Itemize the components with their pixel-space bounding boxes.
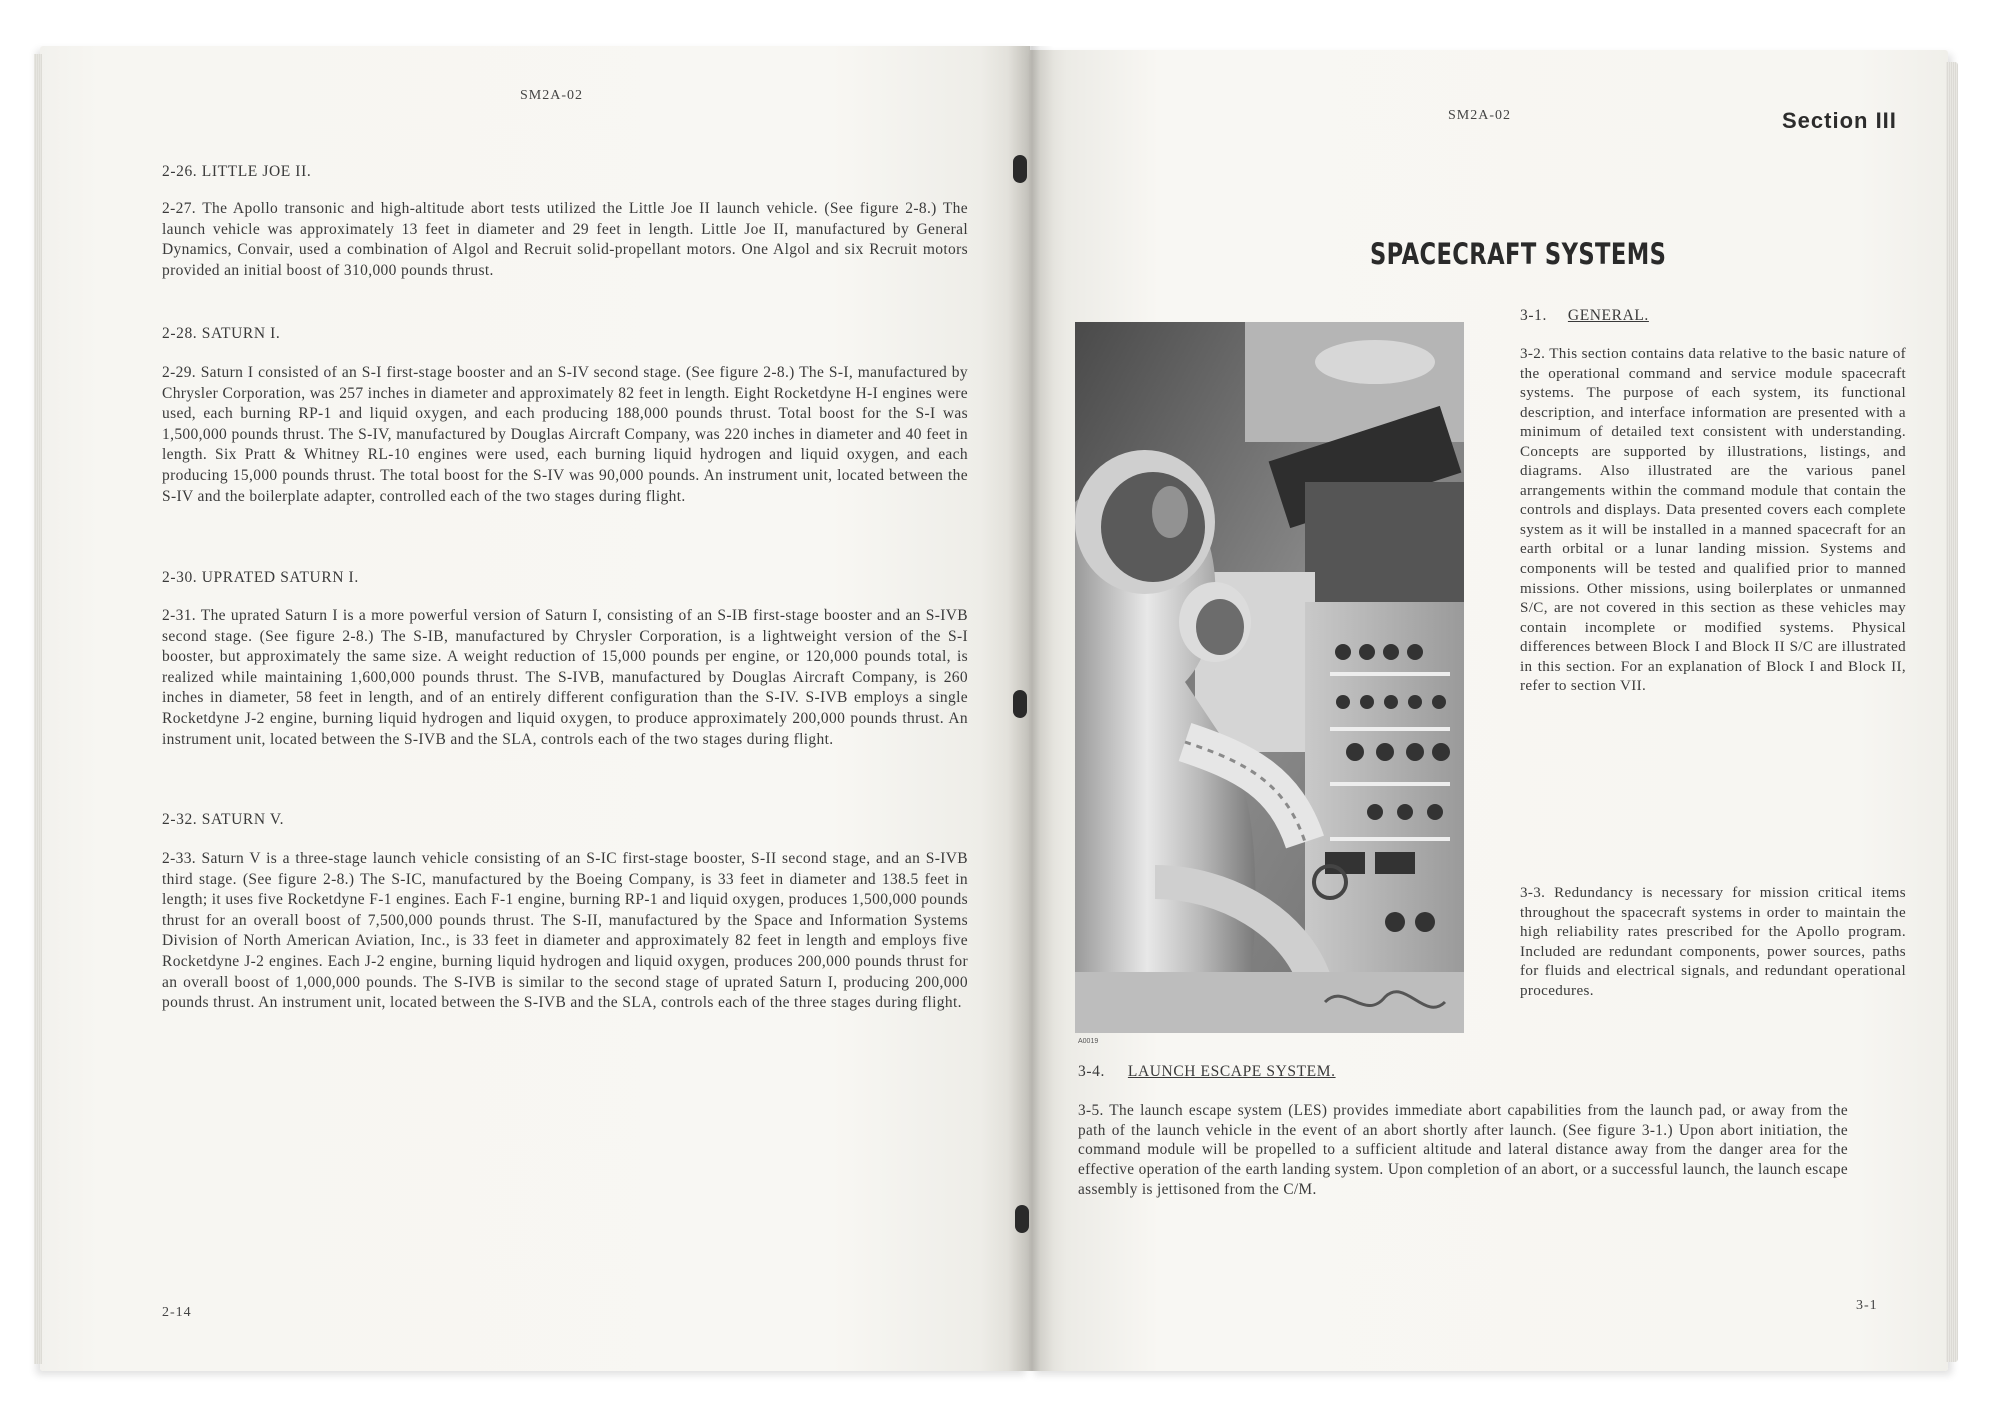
paragraph-text: 2-33. Saturn V is a three-stage launch vehicle consisting of an S-IC first-stage booster, S-II second stage, and an S-IVB third stage. (See figure 2-8.) The S-IC, manufactured by the Boeing Company, is 33 feet in diameter and 138.5 feet in length; it uses five Rocketdyne F-1 engines. Each F-1 engine, burning RP-1 and liquid oxygen, produces 1,500,000 pounds thrust for an overall boost of 7,500,000 pounds thrust. The S-II, manufactured by the Space and Information Systems Division of North American Aviation, Inc., is 33 feet in diameter and approximately 82 feet in length and employs five Rocketdyne J-2 engines. Each J-2 engine, burning liquid hydrogen and liquid oxygen, produces 200,000 pounds thrust for an overall boost of 1,000,000 pounds. The S-IVB is similar to the second stage of uprated Saturn I, producing 200,000 pounds thrust. An instrument unit, located between the S-IVB and the SLA, controls each of the three stages during flight. (162, 850, 968, 1012)
left-page-edge (34, 54, 42, 1364)
section-heading: 2-28. SATURN I. (162, 325, 281, 342)
photo-caption: A0019 (1078, 1038, 1099, 1045)
paragraph-2-27 (162, 199, 968, 281)
paragraph-3-3 (1520, 884, 1906, 1001)
binder-hole (1013, 155, 1027, 183)
section-heading: 2-30. UPRATED SATURN I. (162, 569, 359, 586)
paragraph-2-29 (162, 363, 968, 507)
paragraph-text: 3-3. Redundancy is necessary for mission critical items throughout the spacecraft systems in order to maintain the high reliability rates prescribed for the Apollo program. Included are redundant components, power sources, paths for fluids and electrical signals, and redundant operational procedures. (1520, 885, 1906, 999)
paragraph-text: 2-29. Saturn I consisted of an S-I first-stage booster and an S-IV second stage. (See figure 2-8.) The S-I, manufactured by Chrysler Corporation, was 257 inches in diameter and approximately 82 feet in length. Eight Rocketdyne H-I engines were used, each burning RP-1 and liquid oxygen, and each producing 188,000 pounds thrust. Total boost for the S-I was 1,500,000 pounds thrust. The S-IV, manufactured by Douglas Aircraft Company, was 220 inches in diameter and 40 feet in length. Six Pratt & Whitney RL-10 engines were used, each burning liquid hydrogen and liquid oxygen, and each producing 15,000 pounds thrust. The total boost for the S-IV was 90,000 pounds. An instrument unit, located between the S-IV and the boilerplate adapter, controlled each of the two stages during flight. (162, 364, 968, 505)
paragraph-2-33 (162, 849, 968, 1014)
binder-hole (1015, 1205, 1029, 1233)
document-code: SM2A-02 (1448, 108, 1512, 123)
section-title: LAUNCH ESCAPE SYSTEM. (1127, 1063, 1336, 1080)
paragraph-text: 3-5. The launch escape system (LES) provides immediate abort capabilities from the launch pad, or away from the path of the launch vehicle in the event of an abort shortly after launch. (See figure 3-1.) Upon abort initiation, the command module will be propelled to a sufficient altitude and lateral distance away from the danger area for the effective operation of the earth landing system. Upon completion of an abort, or a successful launch, the launch escape assembly is jettisoned from the C/M. (1078, 1102, 1848, 1198)
section-number: 3-1. (1520, 307, 1547, 324)
right-page-edge (1946, 62, 1958, 1362)
paragraph-3-2 (1520, 345, 1906, 697)
paragraph-3-5 (1078, 1101, 1848, 1200)
section-number: 3-4. (1078, 1063, 1105, 1080)
astronaut-cockpit-photo (1075, 322, 1464, 1033)
paragraph-text: 2-27. The Apollo transonic and high-altitude abort tests utilized the Little Joe II launch vehicle. (See figure 2-8.) The launch vehicle was approximately 13 feet in diameter and 29 feet in length. Little Joe II, manufactured by General Dynamics, Convair, used a combination of Algol and Recruit solid-propellant motors. One Algol and six Recruit motors provided an initial boost of 310,000 pounds thrust. (162, 200, 968, 279)
section-label: Section III (1782, 108, 1897, 133)
binder-hole (1013, 690, 1027, 718)
section-heading: 2-26. LITTLE JOE II. (162, 163, 312, 180)
chapter-title: SPACECRAFT SYSTEMS (1370, 237, 1667, 271)
section-heading-les (1078, 1063, 1336, 1081)
section-title: GENERAL. (1567, 307, 1649, 324)
document-code: SM2A-02 (520, 88, 584, 103)
section-heading-general (1520, 307, 1649, 325)
page-number: 3-1 (1856, 1298, 1878, 1313)
page-number: 2-14 (162, 1305, 192, 1320)
paragraph-text: 3-2. This section contains data relative to the basic nature of the operational command and service module spacecraft systems. The purpose of each system, its functional description, and interface information are presented with a minimum of detailed text consistent with understanding. Concepts are supported by illustrations, listings, and diagrams. Also illustrated are the various panel arrangements within the command module that contain the controls and displays. Data presented covers each complete system as it will be installed in a manned spacecraft for an earth orbital or a lunar landing mission. Systems and components will be tested and qualified prior to manned missions. Other missions, using boilerplates or unmanned S/C, are not covered in this section as these vehicles may contain incomplete or modified systems. Physical differences between Block I and Block II S/C are illustrated in this section. For an explanation of Block I and Block II, refer to section VII. (1520, 346, 1906, 695)
paragraph-2-31 (162, 606, 968, 750)
section-heading: 2-32. SATURN V. (162, 811, 285, 828)
paragraph-text: 2-31. The uprated Saturn I is a more powerful version of Saturn I, consisting of an S-IB first-stage booster and an S-IVB second stage. (See figure 2-8.) The S-IB, manufactured by Chrysler Corporation, is a lightweight version of the S-I booster, but approximately the same size. A weight reduction of 15,000 pounds per engine, or 120,000 pounds total, is realized while maintaining 1,600,000 pounds thrust. The S-IVB, manufactured by Douglas Aircraft Company, is 260 inches in diameter, 58 feet in length, and of an entirely different configuration than the S-IV. S-IVB employs a single Rocketdyne J-2 engine, burning liquid hydrogen and liquid oxygen, to produce approximately 200,000 pounds thrust. An instrument unit, located between the S-IVB and the SLA, controls each of the two stages during flight. (162, 607, 968, 748)
